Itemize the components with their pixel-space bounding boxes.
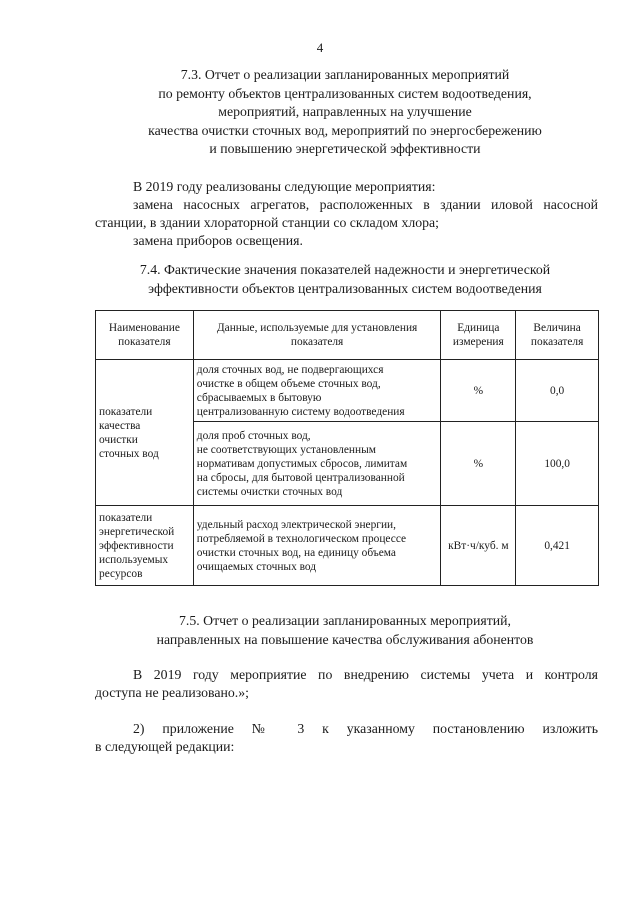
title-line: 7.5. Отчет о реализации запланированных мероприятий, [178,613,511,628]
section-7-5-title [90,612,600,649]
title-line: и повышению энергетической эффективности [209,141,481,156]
table-row [96,506,599,586]
title-line: 7.4. Фактические значения показателей надежности и энергетической [139,262,551,277]
title-line: 7.3. Отчет о реализации запланированных мероприятий [180,67,510,82]
header-data: Данные, используемые для установления показателя [193,311,441,360]
item-2-line1: 2) приложение № 3 к указанному постановлению изложить [133,721,598,736]
row-value: 100,0 [516,422,599,506]
section-7-3-item1-line2: станции, в здании хлораторной станции со складом хлора; [95,215,439,230]
section-7-3-title [90,66,600,159]
item-2-line2: в следующей редакции: [95,739,235,754]
row-data: доля сточных вод, не подвергающихся очистке в общем объеме сточных вод, сбрасываемых в бытовую централизованную систему водоотведения [193,360,441,422]
title-line: эффективности объектов централизованных систем водоотведения [148,280,542,296]
table-header-row [96,311,599,360]
row-value: 0,0 [516,360,599,422]
group-name-quality: показатели качества очистки сточных вод [96,360,194,506]
page-number: 4 [316,40,324,55]
title-line: направленных на повышение качества обслуживания абонентов [156,631,534,647]
table-row [96,360,599,422]
section-7-4-title [90,261,600,298]
row-value: 0,421 [516,506,599,586]
group-name-energy: показатели энергетической эффективности используемых ресурсов [96,506,194,586]
row-data: удельный расход электрической энергии, потребляемой в технологическом процессе очистки сточных вод, на единицу объема очищаемых сточных вод [193,506,441,586]
header-name: Наименование показателя [96,311,194,360]
row-unit: % [441,360,516,422]
section-7-5-text-line1: В 2019 году мероприятие по внедрению системы учета и контроля [133,667,598,682]
section-7-5-text-line2: доступа не реализовано.»; [95,685,249,700]
title-line: мероприятий, направленных на улучшение [218,104,472,119]
title-line: по ремонту объектов централизованных систем водоотведения, [158,85,532,101]
header-unit: Единица измерения [441,311,516,360]
row-unit: кВт·ч/куб. м [441,506,516,586]
section-7-3-item2: замена приборов освещения. [133,233,303,248]
section-7-3-intro: В 2019 году реализованы следующие мероприятия: [133,179,436,194]
indicators-table [95,310,599,586]
row-data: доля проб сточных вод, не соответствующих установленным нормативам допустимых сбросов, лимитам на сбросы, для бытовой централизованной системы очистки сточных вод [193,422,441,506]
row-unit: % [441,422,516,506]
title-line: качества очистки сточных вод, мероприятий по энергосбережению [148,122,542,138]
section-7-3-item1-line1: замена насосных агрегатов, расположенных в здании иловой насосной [133,197,598,212]
header-value: Величина показателя [516,311,599,360]
